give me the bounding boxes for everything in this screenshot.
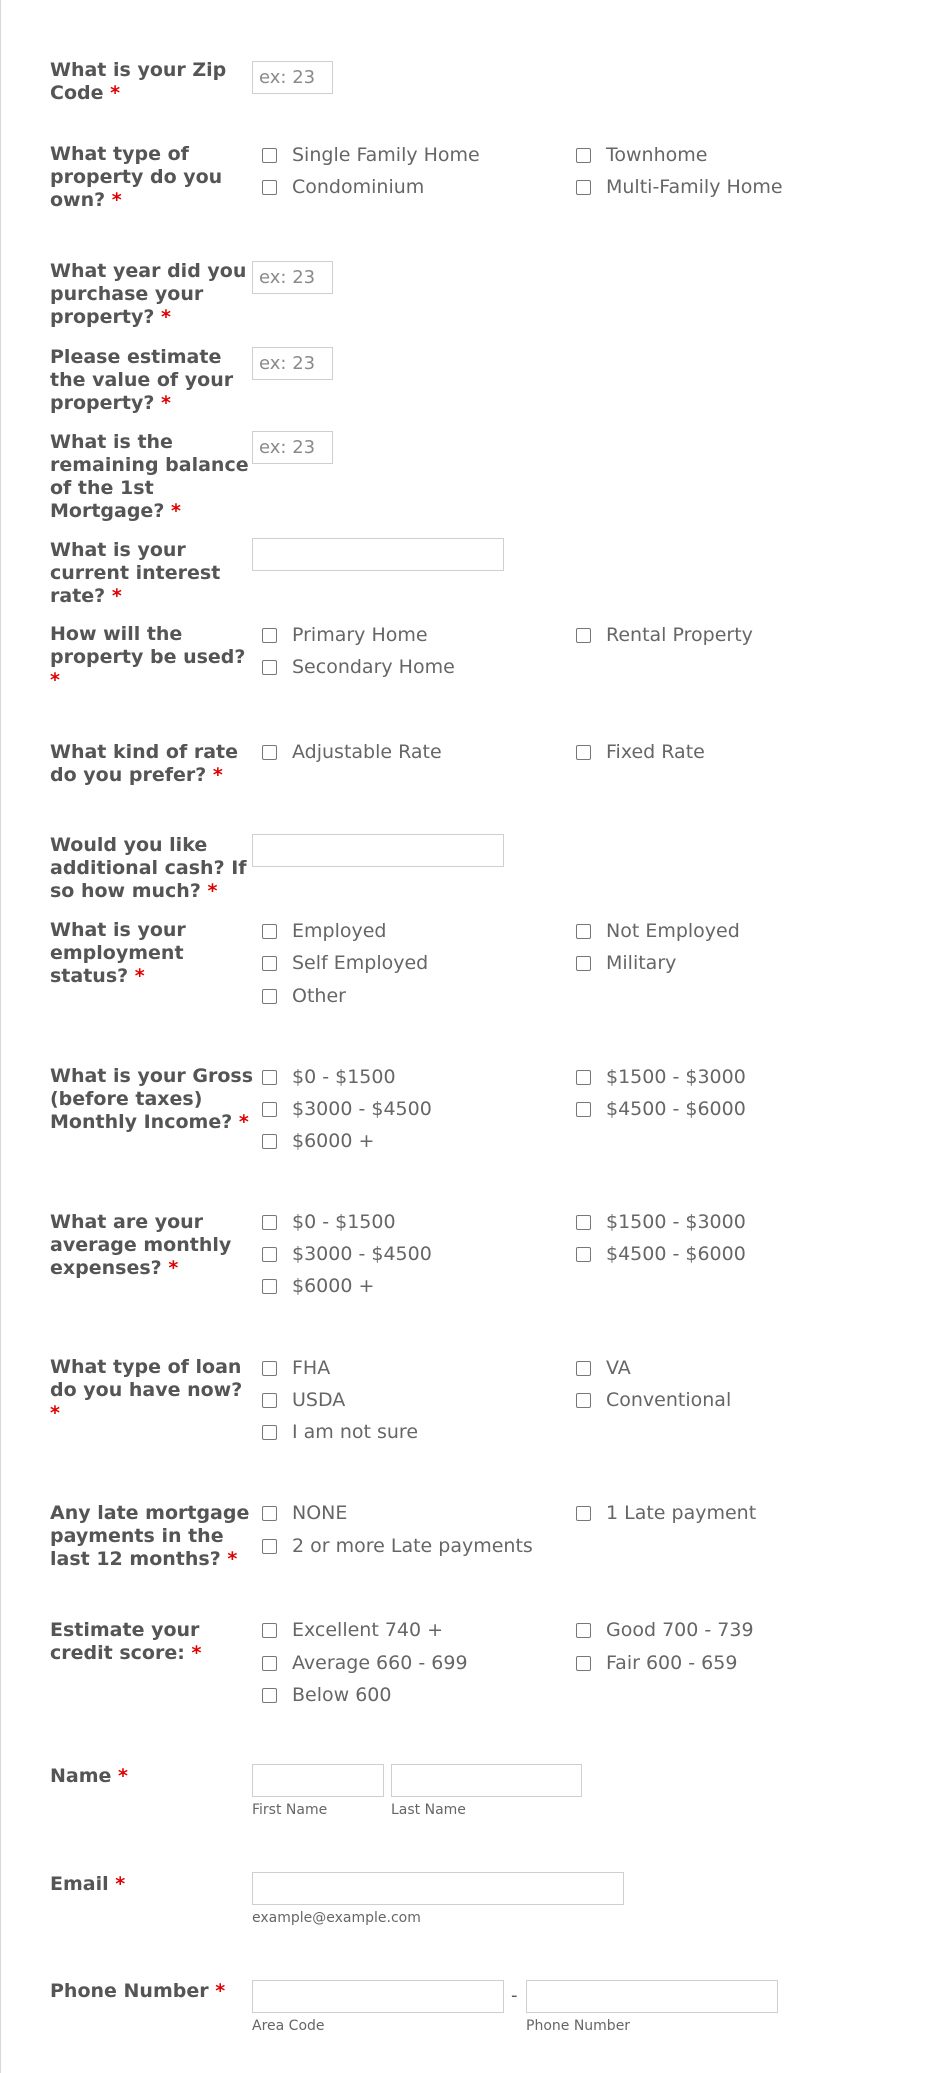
option-2-or-more-late-payments[interactable] (252, 1533, 533, 1559)
checkbox[interactable] (576, 1102, 591, 1117)
option-label: Fixed Rate (606, 741, 705, 763)
checkbox[interactable] (262, 180, 277, 195)
option-multi-family-home[interactable] (566, 174, 783, 200)
property-use-label: How will the property be used? (50, 623, 246, 668)
option-label: Good 700 - 739 (606, 1619, 754, 1641)
option-fair[interactable] (566, 1650, 737, 1676)
option-label: Other (292, 985, 346, 1007)
loan-type-label: What type of loan do you have now? (50, 1356, 243, 1401)
option-label: $1500 - $3000 (606, 1211, 746, 1233)
option-label: Single Family Home (292, 144, 480, 166)
option-label: FHA (292, 1357, 331, 1379)
required-marker: * (212, 764, 223, 786)
option-label: Below 600 (292, 1684, 392, 1706)
zip-code-label: What is your Zip Code (50, 59, 227, 104)
email-label: Email (50, 1873, 109, 1895)
checkbox[interactable] (262, 1070, 277, 1085)
phone-number-input[interactable] (526, 1980, 778, 2013)
rate-preference-label: What kind of rate do you prefer? (50, 741, 238, 786)
required-marker: * (161, 392, 171, 414)
option-label: Not Employed (606, 920, 740, 942)
checkbox[interactable] (576, 1070, 591, 1085)
interest-rate-input[interactable] (252, 538, 504, 571)
option-label: $6000 + (292, 1130, 375, 1152)
last-name-input[interactable] (391, 1764, 582, 1797)
option-condominium[interactable] (252, 174, 424, 200)
option-label: Military (606, 952, 677, 974)
option-income-0-1500[interactable] (252, 1064, 396, 1090)
option-label: Condominium (292, 176, 425, 198)
purchase-year-input[interactable] (252, 261, 333, 294)
option-single-family-home[interactable] (252, 142, 480, 168)
option-below-600[interactable] (252, 1682, 391, 1708)
late-payments-question (50, 1502, 254, 1571)
credit-score-label: Estimate your credit score: (50, 1619, 200, 1664)
property-type-label: What type of property do you own? (50, 143, 223, 211)
checkbox[interactable] (262, 989, 277, 1004)
email-question (50, 1873, 254, 1896)
employment-label: What is your employment status? (50, 919, 186, 987)
property-type-question (50, 143, 254, 212)
option-townhome[interactable] (566, 142, 707, 168)
checkbox[interactable] (262, 924, 277, 939)
checkbox[interactable] (262, 1539, 277, 1554)
property-use-question (50, 623, 254, 692)
checkbox[interactable] (262, 1247, 277, 1262)
required-marker: * (50, 1402, 60, 1424)
required-marker: * (170, 500, 181, 522)
checkbox[interactable] (262, 148, 277, 163)
email-hint: example@example.com (252, 1910, 421, 1926)
option-label: Excellent 740 + (292, 1619, 444, 1641)
required-marker: * (168, 1257, 179, 1279)
interest-rate-label: What is your current interest rate? (50, 539, 221, 607)
gross-income-label: What is your Gross (before taxes) Monthly Income? (50, 1065, 254, 1133)
checkbox[interactable] (262, 956, 277, 971)
option-not-employed[interactable] (566, 918, 740, 944)
monthly-expenses-question (50, 1211, 254, 1280)
required-marker: * (134, 965, 145, 987)
option-label: $0 - $1500 (292, 1066, 396, 1088)
checkbox[interactable] (262, 1393, 277, 1408)
required-marker: * (118, 1765, 128, 1787)
checkbox[interactable] (262, 1623, 277, 1638)
additional-cash-question (50, 834, 254, 903)
option-expense-4500-6000[interactable] (566, 1241, 746, 1267)
option-label: Townhome (606, 144, 708, 166)
option-label: Primary Home (292, 624, 428, 646)
option-label: $6000 + (292, 1275, 375, 1297)
option-not-sure[interactable] (252, 1419, 418, 1445)
required-marker: * (238, 1111, 249, 1133)
option-income-3000-4500[interactable] (252, 1096, 432, 1122)
option-label: Employed (292, 920, 387, 942)
checkbox[interactable] (576, 1361, 591, 1376)
option-label: Rental Property (606, 624, 753, 646)
option-income-1500-3000[interactable] (566, 1064, 746, 1090)
additional-cash-input[interactable] (252, 834, 504, 867)
option-label: $4500 - $6000 (606, 1243, 746, 1265)
checkbox[interactable] (576, 180, 591, 195)
area-code-sublabel: Area Code (252, 2018, 325, 2034)
checkbox[interactable] (262, 628, 277, 643)
option-excellent[interactable] (252, 1617, 443, 1643)
zip-code-question (50, 59, 254, 105)
last-name-sublabel: Last Name (391, 1802, 466, 1818)
zip-code-input[interactable] (252, 61, 333, 94)
option-1-late-payment[interactable] (566, 1500, 756, 1526)
name-question (50, 1765, 254, 1788)
option-expense-0-1500[interactable] (252, 1209, 396, 1235)
option-label: VA (606, 1357, 631, 1379)
first-name-input[interactable] (252, 1764, 384, 1797)
checkbox[interactable] (262, 1656, 277, 1671)
option-label: $1500 - $3000 (606, 1066, 746, 1088)
checkbox[interactable] (576, 1623, 591, 1638)
checkbox[interactable] (576, 956, 591, 971)
checkbox[interactable] (262, 745, 277, 760)
option-military[interactable] (566, 950, 676, 976)
option-label: Multi-Family Home (606, 176, 783, 198)
checkbox[interactable] (576, 1247, 591, 1262)
option-label: Average 660 - 699 (292, 1652, 468, 1674)
area-code-input[interactable] (252, 1980, 504, 2013)
email-input[interactable] (252, 1872, 624, 1905)
purchase-year-label: What year did you purchase your property? (50, 260, 247, 328)
required-marker: * (50, 669, 60, 691)
option-label: NONE (292, 1502, 348, 1524)
option-label: $3000 - $4500 (292, 1098, 432, 1120)
option-none[interactable] (252, 1500, 347, 1526)
option-label: Adjustable Rate (292, 741, 442, 763)
checkbox[interactable] (576, 1506, 591, 1521)
option-label: Conventional (606, 1389, 732, 1411)
phone-label: Phone Number (50, 1980, 209, 2002)
checkbox[interactable] (262, 1425, 277, 1440)
phone-number-sublabel: Phone Number (526, 2018, 631, 2034)
page-left-border (0, 0, 1, 2073)
checkbox[interactable] (262, 1102, 277, 1117)
required-marker: * (215, 1980, 226, 2002)
option-label: Secondary Home (292, 656, 455, 678)
checkbox[interactable] (262, 1688, 277, 1703)
option-average[interactable] (252, 1650, 468, 1676)
option-rental-property[interactable] (566, 622, 753, 648)
gross-income-question (50, 1065, 254, 1134)
option-label: Fair 600 - 659 (606, 1652, 738, 1674)
option-expense-1500-3000[interactable] (566, 1209, 746, 1235)
option-va[interactable] (566, 1355, 631, 1381)
estimate-value-question (50, 346, 254, 415)
additional-cash-label: Would you like additional cash? If so how much? (50, 834, 247, 902)
checkbox[interactable] (262, 660, 277, 675)
required-marker: * (115, 1873, 126, 1895)
option-expense-6000-plus[interactable] (252, 1273, 374, 1299)
remaining-balance-input[interactable] (252, 431, 333, 464)
checkbox[interactable] (576, 1393, 591, 1408)
option-fha[interactable] (252, 1355, 330, 1381)
option-secondary-home[interactable] (252, 654, 455, 680)
name-label: Name (50, 1765, 112, 1787)
option-other[interactable] (252, 983, 346, 1009)
option-conventional[interactable] (566, 1387, 731, 1413)
option-income-6000-plus[interactable] (252, 1128, 374, 1154)
option-label: $4500 - $6000 (606, 1098, 746, 1120)
option-label: $3000 - $4500 (292, 1243, 432, 1265)
option-good[interactable] (566, 1617, 754, 1643)
option-usda[interactable] (252, 1387, 345, 1413)
estimate-value-input[interactable] (252, 347, 333, 380)
option-label: $0 - $1500 (292, 1211, 396, 1233)
first-name-sublabel: First Name (252, 1802, 328, 1818)
interest-rate-question (50, 539, 254, 608)
rate-preference-question (50, 741, 254, 787)
purchase-year-question (50, 260, 254, 329)
required-marker: * (191, 1642, 202, 1664)
required-marker: * (111, 189, 122, 211)
required-marker: * (227, 1548, 238, 1570)
checkbox[interactable] (262, 1279, 277, 1294)
checkbox[interactable] (576, 924, 591, 939)
required-marker: * (207, 880, 218, 902)
checkbox[interactable] (576, 148, 591, 163)
option-label: USDA (292, 1389, 346, 1411)
late-payments-label: Any late mortgage payments in the last 12 months? (50, 1502, 250, 1570)
required-marker: * (161, 306, 171, 328)
option-fixed-rate[interactable] (566, 739, 705, 765)
checkbox[interactable] (576, 628, 591, 643)
employment-question (50, 919, 254, 988)
checkbox[interactable] (576, 745, 591, 760)
checkbox[interactable] (262, 1506, 277, 1521)
option-label: Self Employed (292, 952, 429, 974)
required-marker: * (110, 82, 121, 104)
option-employed[interactable] (252, 918, 386, 944)
option-expense-3000-4500[interactable] (252, 1241, 432, 1267)
remaining-balance-label: What is the remaining balance of the 1st Mortgage? (50, 431, 249, 522)
option-income-4500-6000[interactable] (566, 1096, 746, 1122)
checkbox[interactable] (576, 1215, 591, 1230)
loan-type-question (50, 1356, 254, 1425)
option-label: I am not sure (292, 1421, 419, 1443)
checkbox[interactable] (576, 1656, 591, 1671)
monthly-expenses-label: What are your average monthly expenses? (50, 1211, 232, 1279)
option-primary-home[interactable] (252, 622, 428, 648)
option-label: 1 Late payment (606, 1502, 757, 1524)
option-label: 2 or more Late payments (292, 1535, 533, 1557)
estimate-value-label: Please estimate the value of your property? (50, 346, 234, 414)
required-marker: * (111, 585, 122, 607)
option-self-employed[interactable] (252, 950, 428, 976)
checkbox[interactable] (262, 1361, 277, 1376)
checkbox[interactable] (262, 1134, 277, 1149)
option-adjustable-rate[interactable] (252, 739, 442, 765)
remaining-balance-question (50, 431, 254, 523)
credit-score-question (50, 1619, 254, 1665)
checkbox[interactable] (262, 1215, 277, 1230)
phone-separator: - (511, 1985, 518, 2006)
